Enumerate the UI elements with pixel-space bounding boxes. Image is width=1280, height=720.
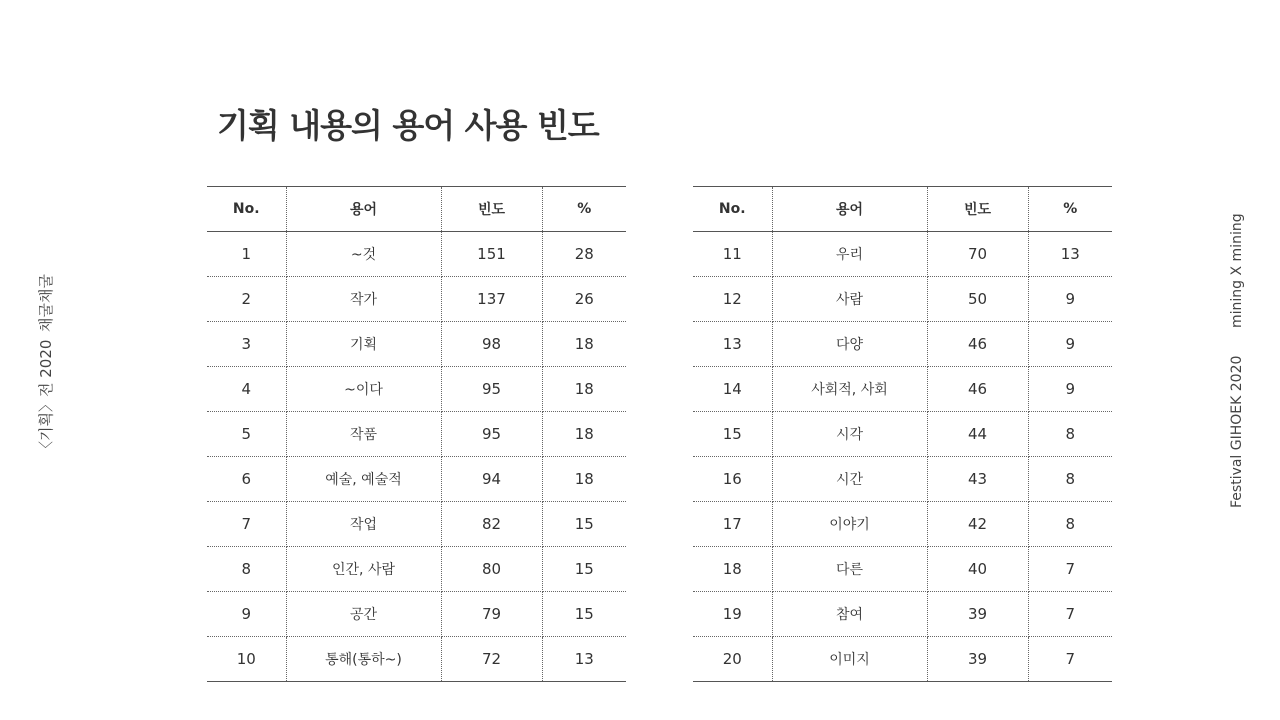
table-row (693, 502, 1112, 547)
term-cell: 작가 (286, 277, 441, 322)
row-number: 8 (207, 547, 286, 592)
percent-cell: 9 (1028, 277, 1112, 322)
table-row (207, 592, 626, 637)
percent-cell: 13 (574, 650, 594, 668)
table-header-row (207, 187, 626, 232)
term-cell: 우리 (772, 232, 927, 277)
frequency-cell: 94 (441, 457, 542, 502)
side-caption-right-line1: mining X mining (1229, 213, 1245, 328)
frequency-cell: 46 (927, 367, 1028, 412)
term-cell: 작업 (286, 502, 441, 547)
percent-cell: 15 (542, 592, 626, 637)
row-number: 20 (693, 637, 772, 682)
row-number: 7 (207, 502, 286, 547)
row-number: 9 (207, 592, 286, 637)
percent-cell: 18 (542, 367, 626, 412)
frequency-cell: 98 (441, 322, 542, 367)
term-cell: 인간, 사람 (286, 547, 441, 592)
frequency-cell: 42 (927, 502, 1028, 547)
term-cell: 작품 (286, 412, 441, 457)
frequency-cell: 44 (927, 412, 1028, 457)
percent-cell: 18 (542, 457, 626, 502)
row-number: 19 (693, 592, 772, 637)
column-header-percent: % (1028, 187, 1112, 232)
term-cell: 이미지 (772, 637, 927, 682)
row-number: 14 (693, 367, 772, 412)
frequency-cell: 50 (927, 277, 1028, 322)
percent-cell: 15 (542, 502, 626, 547)
frequency-table-right (693, 186, 1112, 682)
term-cell: 사람 (772, 277, 927, 322)
side-caption-right-line2: Festival GIHOEK 2020 (1229, 355, 1245, 508)
side-caption-left-line1: 채굴채굴 (37, 274, 55, 332)
table-row (693, 637, 1112, 682)
frequency-cell: 72 (441, 637, 542, 682)
frequency-cell: 137 (441, 277, 542, 322)
table-header-row (693, 187, 1112, 232)
frequency-cell: 70 (927, 232, 1028, 277)
term-cell: ~이다 (286, 367, 441, 412)
percent-cell: 18 (542, 322, 626, 367)
row-number: 16 (693, 457, 772, 502)
table-row (207, 322, 626, 367)
percent-cell: 7 (1028, 547, 1112, 592)
term-cell: 다양 (772, 322, 927, 367)
table-row (693, 367, 1112, 412)
frequency-cell: 39 (927, 592, 1028, 637)
row-number: 15 (693, 412, 772, 457)
term-cell: ~것 (286, 232, 441, 277)
row-number: 3 (207, 322, 286, 367)
table-row (207, 457, 626, 502)
table-row (207, 367, 626, 412)
column-header-frequency: 빈도 (927, 187, 1028, 232)
column-header-term: 용어 (286, 187, 441, 232)
row-number: 12 (693, 277, 772, 322)
percent-cell: 8 (1028, 412, 1112, 457)
column-header-term: 용어 (772, 187, 927, 232)
table-row (207, 277, 626, 322)
percent-cell: 28 (542, 232, 626, 277)
table-row (693, 592, 1112, 637)
frequency-cell: 151 (441, 232, 542, 277)
row-number: 6 (207, 457, 286, 502)
frequency-cell: 43 (927, 457, 1028, 502)
percent-cell: 9 (1028, 367, 1112, 412)
percent-cell: 15 (542, 547, 626, 592)
percent-cell: 13 (1028, 232, 1112, 277)
frequency-cell: 79 (441, 592, 542, 637)
frequency-table-left (207, 186, 626, 682)
row-number: 17 (693, 502, 772, 547)
table-row (693, 412, 1112, 457)
row-number: 4 (207, 367, 286, 412)
row-number: 18 (693, 547, 772, 592)
row-number: 11 (693, 232, 772, 277)
row-number: 10 (207, 637, 286, 682)
percent-cell: 26 (542, 277, 626, 322)
table-row (693, 457, 1112, 502)
percent-cell: 7 (1065, 650, 1076, 668)
term-cell: 통해(통하~) (286, 637, 441, 682)
frequency-cell: 95 (441, 367, 542, 412)
side-caption-left (27, 270, 67, 460)
column-header-percent: % (542, 187, 626, 232)
side-caption-right (1223, 210, 1263, 510)
row-number: 5 (207, 412, 286, 457)
table-row (207, 502, 626, 547)
term-cell: 다른 (772, 547, 927, 592)
frequency-cell: 80 (441, 547, 542, 592)
side-caption-left-line2: 〈기획〉전 2020 (37, 339, 55, 456)
table-row (207, 547, 626, 592)
table-row (693, 322, 1112, 367)
percent-cell: 8 (1028, 502, 1112, 547)
page-title: 기획 내용의 용어 사용 빈도 (217, 106, 599, 145)
table-row (207, 637, 626, 682)
term-cell: 참여 (772, 592, 927, 637)
percent-cell: 8 (1028, 457, 1112, 502)
column-header-no: No. (693, 187, 772, 232)
frequency-cell: 46 (927, 322, 1028, 367)
table-row (693, 547, 1112, 592)
table-row (207, 412, 626, 457)
percent-cell: 7 (1028, 592, 1112, 637)
term-cell: 기획 (286, 322, 441, 367)
frequency-cell: 40 (927, 547, 1028, 592)
row-number: 13 (693, 322, 772, 367)
column-header-frequency: 빈도 (441, 187, 542, 232)
row-number: 1 (207, 232, 286, 277)
percent-cell: 18 (542, 412, 626, 457)
term-cell: 시각 (772, 412, 927, 457)
row-number: 2 (207, 277, 286, 322)
term-cell: 시간 (772, 457, 927, 502)
column-header-no: No. (207, 187, 286, 232)
term-cell: 공간 (286, 592, 441, 637)
frequency-cell: 82 (441, 502, 542, 547)
frequency-cell: 39 (927, 637, 1028, 682)
table-row (207, 232, 626, 277)
frequency-cell: 95 (441, 412, 542, 457)
term-cell: 사회적, 사회 (772, 367, 927, 412)
term-cell: 예술, 예술적 (286, 457, 441, 502)
percent-cell: 9 (1028, 322, 1112, 367)
table-row (693, 277, 1112, 322)
table-row (693, 232, 1112, 277)
term-cell: 이야기 (772, 502, 927, 547)
